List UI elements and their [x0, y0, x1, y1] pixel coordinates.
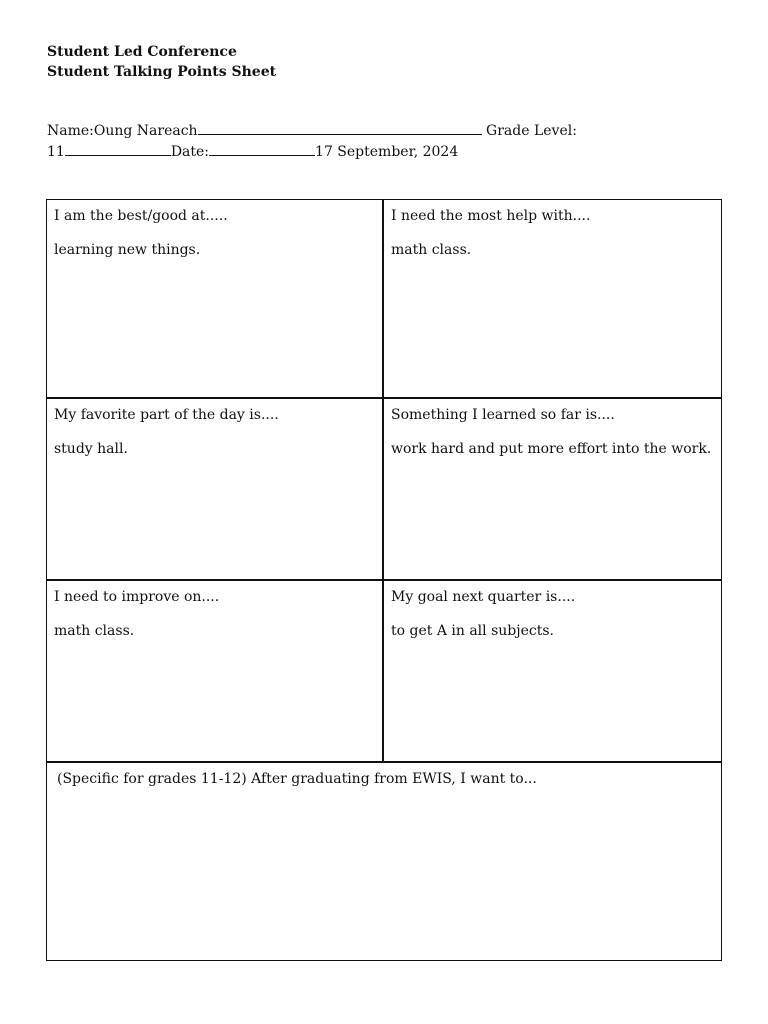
info-line-2: [47, 141, 577, 162]
favorite-part-cell: [47, 399, 384, 579]
table-row: [47, 399, 721, 581]
name-value: Oung Nareach: [93, 123, 198, 139]
document-subtitle: Student Talking Points Sheet: [47, 64, 277, 80]
table-row: [47, 763, 721, 960]
need-help-prompt: I need the most help with....: [391, 208, 591, 224]
learned-cell: [384, 399, 721, 579]
document-title: Student Led Conference: [47, 44, 237, 60]
date-value: 17 September, 2024: [315, 144, 459, 160]
goal-prompt: My goal next quarter is....: [391, 589, 576, 605]
after-graduating-prompt: (Specific for grades 11-12) After graduating from EWIS, I want to...: [57, 771, 537, 787]
grade-level-label: Grade Level:: [486, 123, 577, 139]
favorite-part-prompt: My favorite part of the day is....: [54, 407, 279, 423]
improve-answer: math class.: [54, 623, 135, 639]
date-blank-line: [209, 141, 315, 156]
improve-prompt: I need to improve on....: [54, 589, 220, 605]
goal-cell: [384, 581, 721, 761]
need-help-answer: math class.: [391, 242, 472, 258]
need-help-cell: [384, 200, 721, 397]
info-line-1: [47, 120, 577, 141]
grade-blank-line: [65, 141, 171, 156]
goal-answer: to get A in all subjects.: [391, 623, 554, 639]
grade-level-value: 11: [47, 144, 65, 160]
table-row: [47, 200, 721, 399]
table-row: [47, 581, 721, 763]
best-at-prompt: I am the best/good at.....: [54, 208, 228, 224]
favorite-part-answer: study hall.: [54, 441, 128, 457]
best-at-cell: [47, 200, 384, 397]
learned-answer: work hard and put more effort into the work.: [391, 441, 712, 457]
learned-prompt: Something I learned so far is....: [391, 407, 615, 423]
after-graduating-cell: [47, 763, 721, 960]
improve-cell: [47, 581, 384, 761]
name-blank-line: [198, 120, 482, 135]
name-label: Name:: [47, 123, 94, 139]
date-label: Date:: [170, 144, 210, 160]
document-header: [47, 42, 276, 82]
talking-points-table: [46, 199, 722, 961]
best-at-answer: learning new things.: [54, 242, 201, 258]
student-info: [47, 120, 577, 162]
